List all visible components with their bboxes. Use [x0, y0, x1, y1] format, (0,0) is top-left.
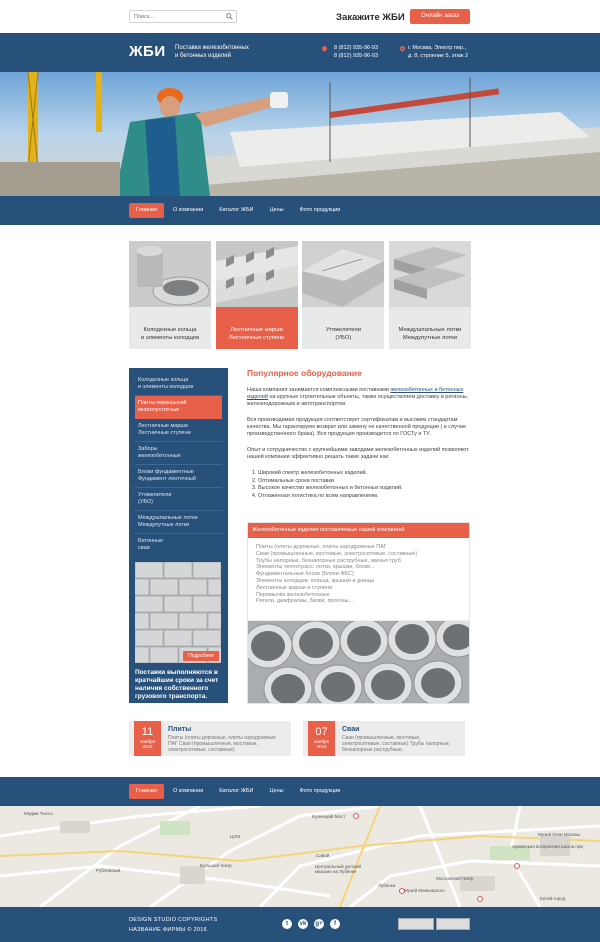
map-label: Московский театр: [436, 876, 474, 881]
map-label: Музей Маяковского: [404, 888, 445, 893]
tile-caption-line: Лестничные ступени: [228, 334, 285, 341]
category-tile[interactable]: [129, 241, 211, 349]
sidebar-item-label: (УБО): [138, 499, 153, 505]
sidebar-item[interactable]: [135, 465, 222, 488]
sidebar-item-label: Утяжелители: [138, 492, 172, 498]
paragraph-text: на крупные строительные объекты, также осуществляем доставку в регионы, железнодорожным и автотранспортом.: [247, 394, 469, 407]
sidebar-item-label: железобетонные: [138, 453, 181, 459]
tile-caption: [302, 307, 384, 349]
tile-caption-line: Междушпальные лотки: [398, 327, 462, 333]
map-label: Лубянка: [378, 883, 396, 888]
phone-number[interactable]: 8 (812) 935-96-93: [334, 53, 379, 59]
address: [402, 44, 468, 60]
sidebar-item[interactable]: [135, 419, 222, 442]
tile-caption-line: Междупутные лотки: [402, 334, 458, 341]
tile-image: [129, 241, 211, 307]
list-item: 1. Широкий спектр железобетонных изделий.: [258, 470, 471, 478]
tile-image: [216, 241, 298, 307]
sidebar-item-label: Фундамент ленточный: [138, 476, 196, 482]
category-tiles: [129, 241, 471, 349]
order-title: Закажите ЖБИ: [336, 12, 405, 23]
nav-item-home[interactable]: Главная: [129, 203, 164, 218]
phone-number[interactable]: 8 (812) 935-96-93: [334, 45, 379, 51]
sidebar-promo-image: [135, 562, 221, 663]
advantages-list: [247, 470, 471, 500]
site-header: [0, 33, 600, 72]
sidebar-item[interactable]: [135, 396, 222, 419]
search-icon[interactable]: [226, 13, 233, 20]
site-footer: [0, 907, 600, 942]
tile-image: [389, 241, 471, 307]
facebook-icon[interactable]: f: [330, 919, 340, 929]
nav-item-prices[interactable]: Цены: [269, 788, 284, 794]
nav-item-photos[interactable]: Фото продукции: [299, 207, 341, 213]
products-box: [247, 522, 470, 704]
nav-item-catalog[interactable]: Каталог ЖБИ: [219, 788, 254, 794]
vk-icon[interactable]: vk: [299, 921, 307, 927]
product-item: Перемычки железобетонные: [256, 591, 330, 598]
nav-item-home[interactable]: Главная: [129, 784, 164, 799]
paragraph: Вся производимая продукция соответствует сертификатам и высоким стандартам качества. Мы гарантируем возврат или замену не качественной продукции ( в случае производственного брака). Вся продукция производится по ГОСТу и ТУ.: [247, 417, 467, 437]
more-button[interactable]: Подробнее: [183, 651, 219, 661]
news-text: Сваи (промышленные, мостовые, электросетевые, составные) Трубы напорные, безнапорные раструбные,: [342, 735, 451, 753]
tile-caption: [216, 307, 298, 349]
counter-badge[interactable]: [436, 918, 470, 930]
hero-construction-image: [0, 72, 600, 196]
tagline-line: Поставки железобетонных: [175, 45, 249, 51]
concrete-pipes-image: [248, 621, 469, 703]
map-label: Большой театр: [200, 863, 232, 868]
phone-icon: [322, 46, 327, 52]
product-item: Элементы теплотрасс: лотки, крышки, блоки...: [256, 564, 375, 571]
list-item: 4. Отлаженная логистика по всем направлениям.: [258, 493, 471, 501]
tagline: [175, 44, 285, 60]
sidebar-item-label: Колодезные кольца: [138, 377, 189, 383]
news-item[interactable]: [303, 721, 465, 756]
search-input[interactable]: [130, 11, 220, 22]
online-order-button[interactable]: Онлайн заказ: [410, 9, 470, 24]
tagline-line: и бетонных изделий: [175, 53, 231, 59]
sidebar-item[interactable]: [135, 511, 222, 534]
tile-caption-line: Лестничные марши: [230, 327, 283, 333]
location-map[interactable]: [0, 806, 600, 907]
tile-caption-line: Утяжелители: [325, 327, 361, 333]
copyright-line: DESIGN STUDIO COPYRIGHTS: [129, 917, 218, 923]
top-bar: [0, 0, 600, 33]
category-tile[interactable]: [302, 241, 384, 349]
delivery-note: Поставки выполняются в кратчайшие сроки за счет наличия собственного грузового транспорта.: [135, 669, 219, 700]
sidebar-item-label: Блоки фундаментные: [138, 469, 194, 475]
news-text: Плиты (плиты дорожные, плиты аэродромные ПАГ Сваи (промышленные, мостовые, электросетевые, составные): [168, 735, 276, 753]
product-item: Сваи (промышленные, мостовые, электросетевые, составные): [256, 550, 418, 557]
product-item: Плиты (плиты дорожные, плиты аэродромные ПАГ: [256, 544, 387, 550]
sidebar-item[interactable]: [135, 373, 222, 396]
sidebar-item-label: и элементы колодцев: [138, 384, 194, 390]
product-item: Трубы напорные, безнапорные раструбные, звенья труб: [256, 557, 401, 564]
tile-caption: [389, 307, 471, 349]
search-box[interactable]: [129, 10, 237, 23]
paragraph-text: Наша компания занимается комплексными поставками: [247, 387, 391, 393]
sidebar-item-label: Заборы: [138, 446, 158, 452]
sidebar-item-label: Междупутные лотки: [138, 522, 190, 528]
nav-item-photos[interactable]: Фото продукции: [299, 788, 341, 794]
products-header: Железобетонные изделия поставляемые нашей компанией: [248, 523, 469, 538]
google-plus-icon[interactable]: g+: [315, 921, 323, 927]
news-date: [308, 721, 335, 756]
tile-image: [302, 241, 384, 307]
nav-item-about[interactable]: О компании: [172, 207, 204, 213]
nav-item-prices[interactable]: Цены: [269, 207, 284, 213]
map-label: Савой: [316, 853, 330, 858]
map-label: Музей Огни Москвы: [538, 832, 580, 837]
map-streets: [0, 806, 600, 907]
address-line: г. Москва, Электр пер.,: [408, 45, 466, 51]
phones: [328, 44, 378, 60]
news-day: 11: [141, 726, 154, 738]
map-label: Мадам Тюссо: [24, 811, 53, 816]
news-year: 2016: [316, 744, 327, 749]
tile-caption-line: Колодезные кольца: [143, 327, 197, 333]
inline-link[interactable]: железобетонных и бетонных изделий: [247, 387, 464, 400]
news-date: [134, 721, 161, 756]
category-tile[interactable]: [389, 241, 471, 349]
product-item: Фундаментальные блоки (Блоки ФБС): [256, 571, 354, 578]
main-nav: [0, 196, 600, 225]
category-tile[interactable]: [216, 241, 298, 349]
nav-item-catalog[interactable]: Каталог ЖБИ: [219, 207, 254, 213]
product-item: Лестничные марши и ступени: [256, 584, 333, 591]
paragraph: [247, 387, 471, 408]
sidebar: [129, 368, 228, 703]
tile-caption-line: и элементы колодцев: [140, 334, 200, 341]
twitter-icon[interactable]: t: [282, 919, 292, 929]
logo[interactable]: ЖБИ: [129, 43, 166, 60]
list-item: 3. Высокое качество железобетонных и бетонных изделий.: [258, 485, 471, 493]
map-label: Кузнецкий Мост: [312, 814, 346, 819]
copyright: [129, 915, 218, 935]
address-line: д. 8, строение 5, этаж 2: [408, 53, 469, 59]
map-label: Армянская воскресная школа при: [512, 844, 583, 849]
sidebar-item-label: Плиты перекрытий: [138, 400, 187, 406]
sidebar-item-label: многопустотные: [138, 407, 180, 413]
products-list: [248, 538, 469, 621]
section-heading: Популярное оборудование: [247, 368, 362, 378]
sidebar-item-label: сваи: [138, 545, 150, 551]
news-title[interactable]: Сваи: [342, 726, 360, 733]
news-year: 2016: [142, 744, 153, 749]
sidebar-item-label: Лестничные марши: [138, 423, 188, 429]
map-label: Центральный детский магазин на Лубянке: [315, 864, 362, 874]
social-links: [282, 919, 340, 929]
tile-caption-line: (УБО): [335, 334, 352, 341]
sidebar-item[interactable]: [135, 442, 222, 465]
sidebar-item[interactable]: [135, 488, 222, 511]
nav-item-about[interactable]: О компании: [172, 788, 204, 794]
sidebar-item-label: Бетонные: [138, 538, 164, 544]
product-item: Элементы колодцев: кольца, крышки и днища: [256, 577, 374, 584]
news-item[interactable]: [129, 721, 291, 756]
sidebar-item-label: Междушпальные лотки: [138, 515, 198, 521]
counter-badge[interactable]: [398, 918, 434, 930]
map-label: Рублёвский: [96, 868, 121, 873]
list-item: 2. Оптимальные сроки поставки: [258, 478, 471, 486]
main-content: [247, 368, 471, 509]
news-day: 07: [315, 726, 328, 738]
footer-nav: [0, 777, 600, 806]
hero-banner: [0, 72, 600, 196]
product-item: Ригели, диафрагмы, балки, прогоны...: [256, 598, 354, 605]
paragraph: Опыт и сотрудничество с крупнейшими заводами железобетонных изделий позволяют нашей компании эффективно решать такие задачи как:: [247, 447, 469, 460]
tile-caption: [129, 307, 211, 349]
map-label: ЦУМ: [230, 834, 240, 839]
sidebar-item-label: Лестничные ступени: [138, 430, 191, 436]
news-title[interactable]: Плиты: [168, 726, 192, 733]
map-label: Китай-город: [540, 896, 566, 901]
copyright-line: НАЗВАНИЕ ФИРМЫ © 2016: [129, 927, 208, 933]
news-month: ноября: [314, 739, 329, 744]
news-month: ноября: [140, 739, 155, 744]
sidebar-item[interactable]: [135, 534, 222, 556]
